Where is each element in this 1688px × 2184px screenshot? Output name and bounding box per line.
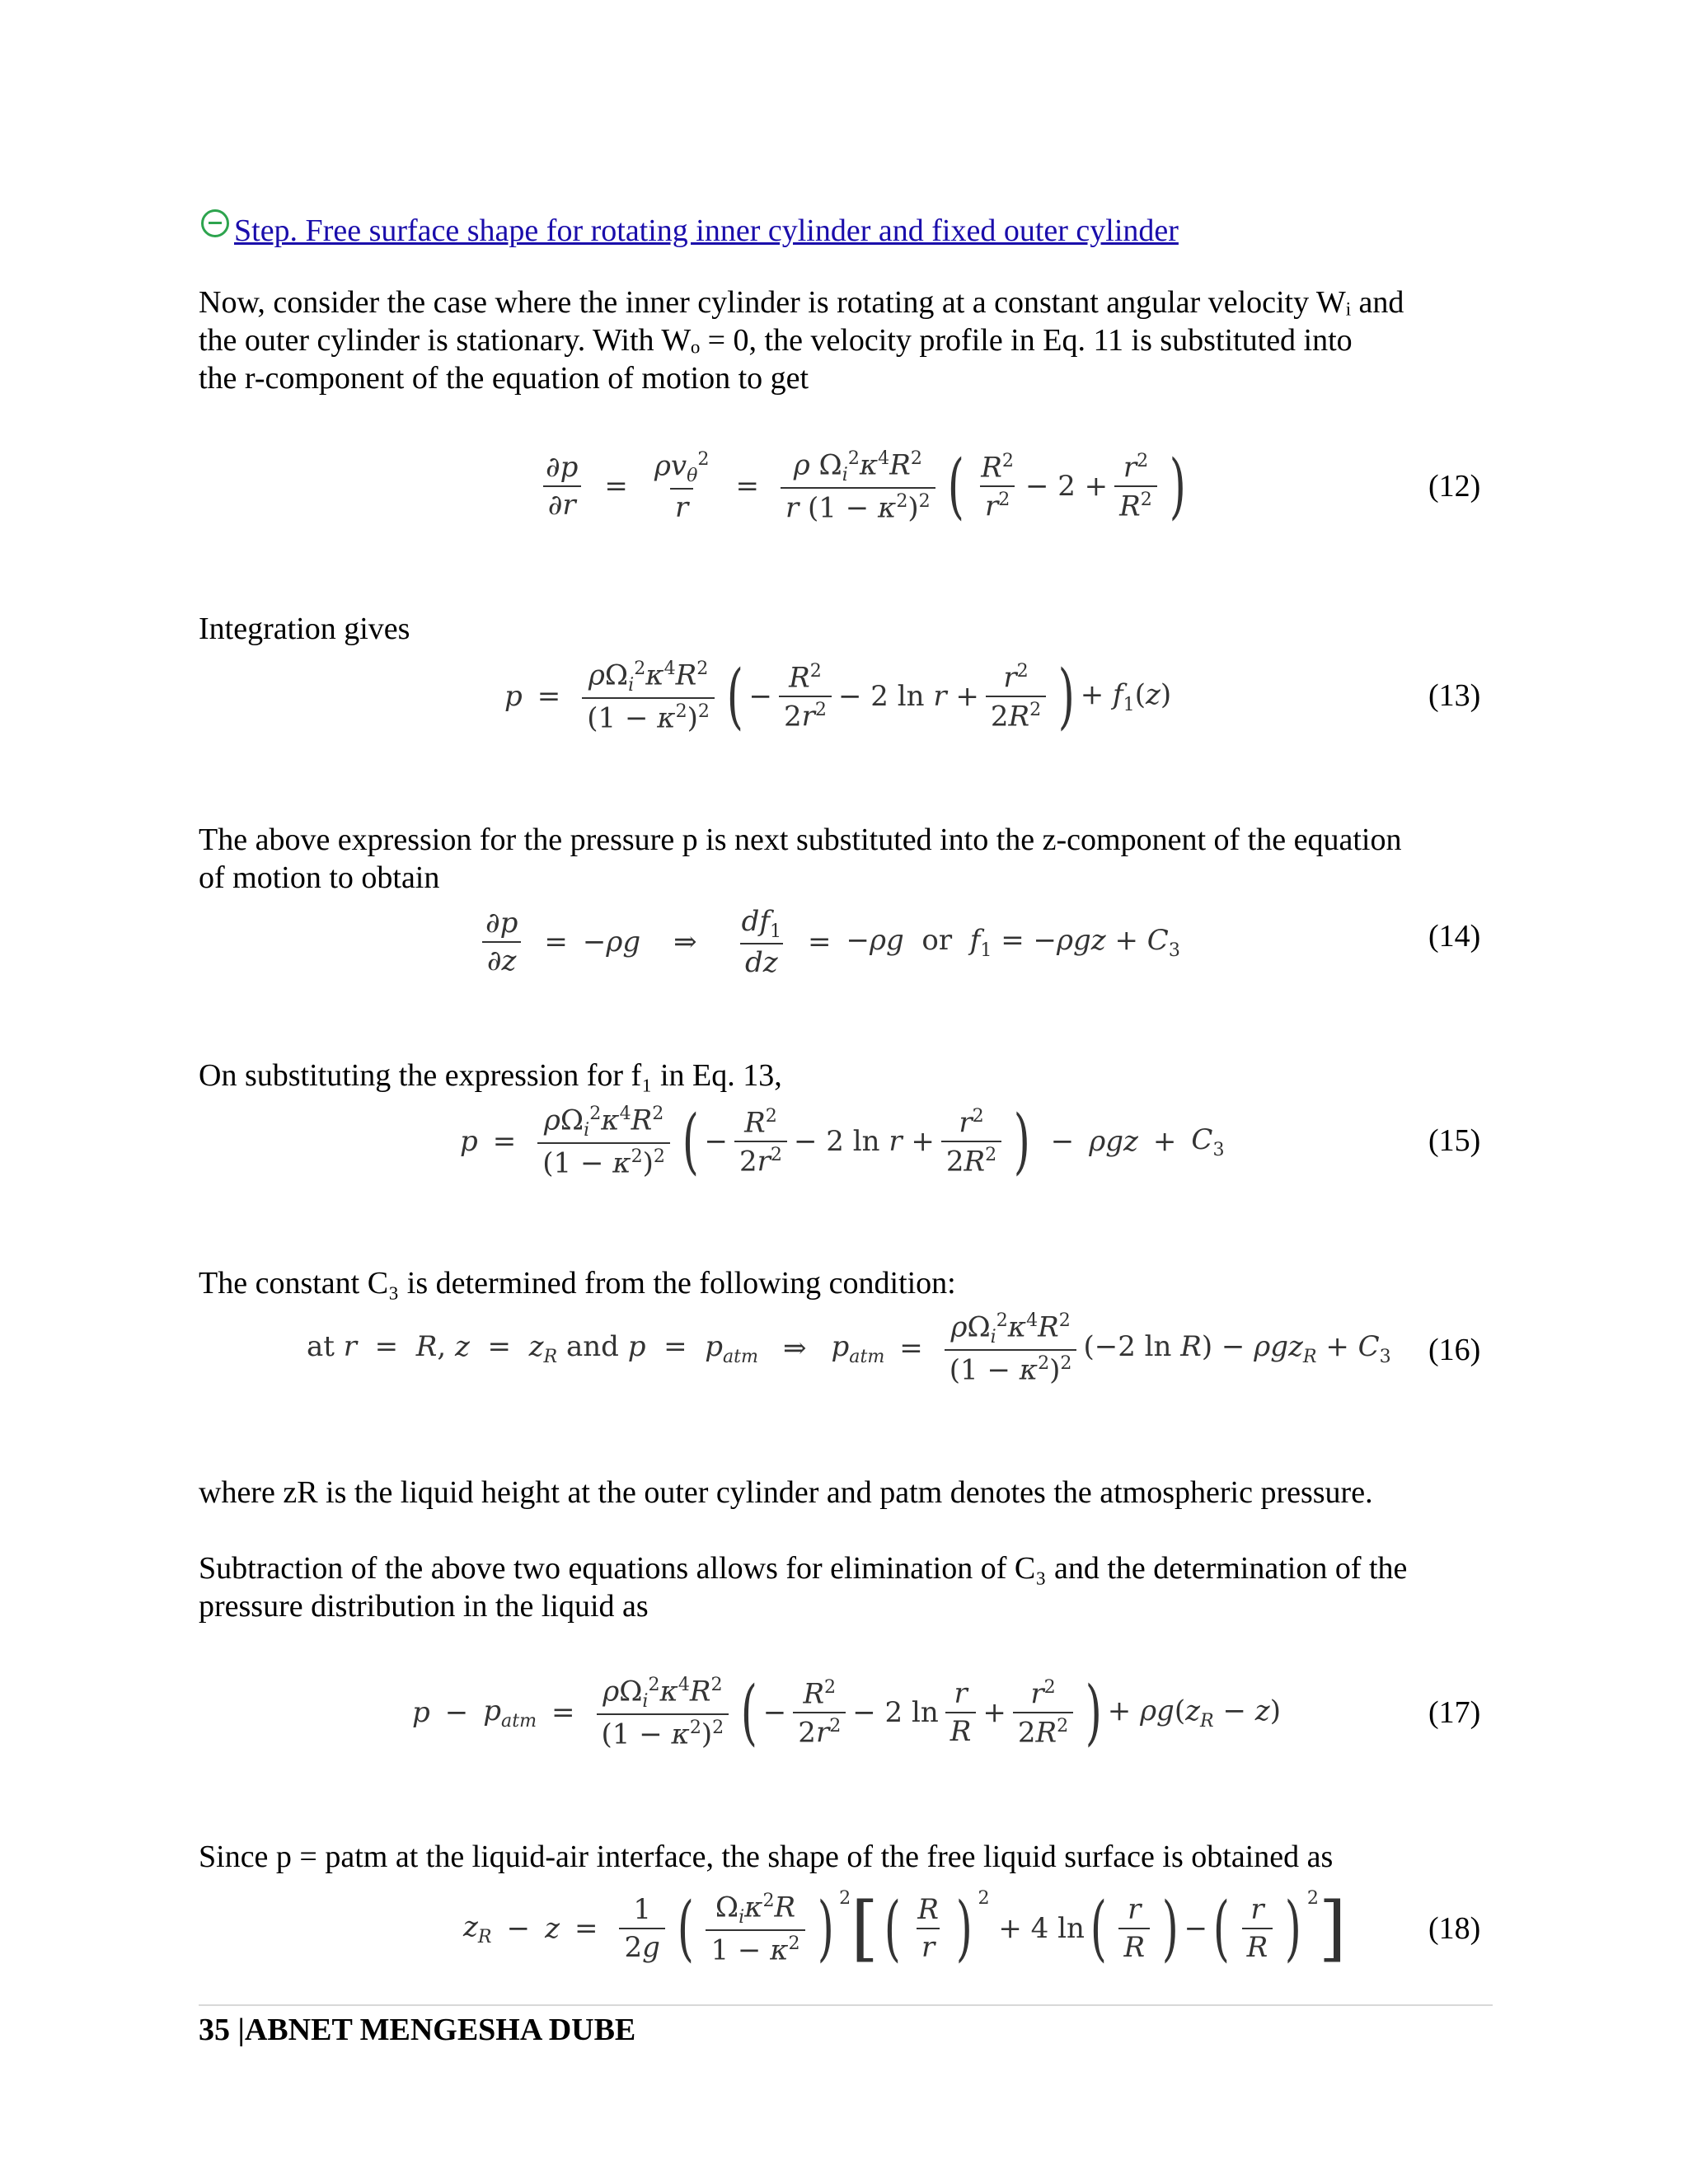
equation-14: $\frac{\partial p}{\partial z}$ = −ρg ⇒ $\frac{df_1}{dz}$ = −ρg or $f_1 = -\rho gz + C_3$ bbox=[474, 901, 1180, 983]
paragraph-subtraction bbox=[199, 1549, 1493, 1625]
equation-number: (14) bbox=[1428, 919, 1481, 954]
step-header bbox=[201, 206, 1179, 255]
paragraph-integration: Integration gives bbox=[199, 612, 410, 646]
equation-13: p = $\frac{\rho\Omega_i^2\kappa^4R^2}{(1 - \kappa^2)^2}$ ( − $\frac{R^2}{2r^2}$ − 2 ln r + $\frac{r^2}{2R^2}$ ) + $f_1(z)$ bbox=[504, 655, 1172, 738]
paragraph-line: Now, consider the case where the inner cylinder is rotating at a constant angular velocity Wᵢ and bbox=[199, 285, 1404, 320]
paragraph-substitution: On substituting the expression for f₁ in Eq. 13, bbox=[199, 1058, 782, 1093]
equation-16: at r = R, $z = z_R$ and $p = p_{atm}$ ⇒ $p_{atm}$ = $\frac{\rho\Omega_i^2\kappa^4R^2}{(1 - \kappa^2)^2}$ (−2 $\ln R) - \rho gz_R + C_3$ bbox=[307, 1310, 1391, 1387]
paragraph-line: the outer cylinder is stationary. With Wₒ = 0, the velocity profile in Eq. 11 is substituted into bbox=[199, 323, 1353, 358]
paragraph-line: Subtraction of the above two equations allows for elimination of C₃ and the determination of the bbox=[199, 1551, 1408, 1586]
paragraph-pressure bbox=[199, 821, 1493, 897]
equation-number: (13) bbox=[1428, 678, 1481, 713]
equation-17: p − $p_{atm}$ = $\frac{\rho\Omega_i^2\kappa^4R^2}{(1 - \kappa^2)^2}$ ( − $\frac{R^2}{2r^2}$ − 2 ln $\frac{r}{R}$ + $\frac{r^2}{2R^2}$ ) + $\rho g(z_R - z)$ bbox=[412, 1671, 1281, 1754]
equation-number: (15) bbox=[1428, 1123, 1481, 1158]
equation-number: (17) bbox=[1428, 1695, 1481, 1730]
equation-number: (16) bbox=[1428, 1333, 1481, 1367]
paragraph-line: pressure distribution in the liquid as bbox=[199, 1589, 649, 1624]
paragraph-line: the r-component of the equation of motion to get bbox=[199, 361, 809, 396]
equation-12: $\frac{\partial p}{\partial r}$ = $\frac{\rho v_\theta^2}{r}$ = $\frac{\rho \Omega_i^2\kappa^4R^2}{r (1 - \kappa^2)^2}$ ( $\frac{R^2}{r^2}$ − 2 + $\frac{r^2}{R^2}$ ) bbox=[534, 445, 1191, 527]
paragraph-line: of motion to obtain bbox=[199, 860, 440, 895]
paragraph-line: The above expression for the pressure p is next substituted into the z-component of the equation bbox=[199, 823, 1402, 857]
paragraph-constant: The constant C₃ is determined from the following condition: bbox=[199, 1266, 956, 1301]
footer-divider bbox=[199, 2004, 1493, 2006]
equation-number: (12) bbox=[1428, 469, 1481, 504]
collapse-minus-icon[interactable] bbox=[201, 209, 229, 237]
equation-number: (18) bbox=[1428, 1911, 1481, 1946]
step-link[interactable]: Step. Free surface shape for rotating inner cylinder and fixed outer cylinder bbox=[234, 213, 1179, 248]
paragraph-intro bbox=[199, 284, 1493, 397]
paragraph-since: Since p = patm at the liquid-air interface, the shape of the free liquid surface is obtained as bbox=[199, 1840, 1334, 1874]
equation-15: p = $\frac{\rho\Omega_i^2\kappa^4R^2}{(1 - \kappa^2)^2}$ ( − $\frac{R^2}{2r^2}$ − 2 ln r + $\frac{r^2}{2R^2}$ ) − ρgz + $C_3$ bbox=[460, 1100, 1225, 1183]
paragraph-where: where zR is the liquid height at the outer cylinder and patm denotes the atmospheric pressure. bbox=[199, 1475, 1373, 1510]
page-footer: 35 |ABNET MENGESHA DUBE bbox=[199, 2013, 636, 2047]
equation-18: $z_R$ − z = $\frac{1}{2g}$ ( $\frac{\Omega_i\kappa^2R}{1 - \kappa^2}$ ) $^2$ [ ( $\frac{R}{r}$ ) $^2$ + 4 ln ( $\frac{r}{R}$ ) − ( $\frac{r}{R}$ ) $^2$ ] bbox=[463, 1887, 1347, 1970]
